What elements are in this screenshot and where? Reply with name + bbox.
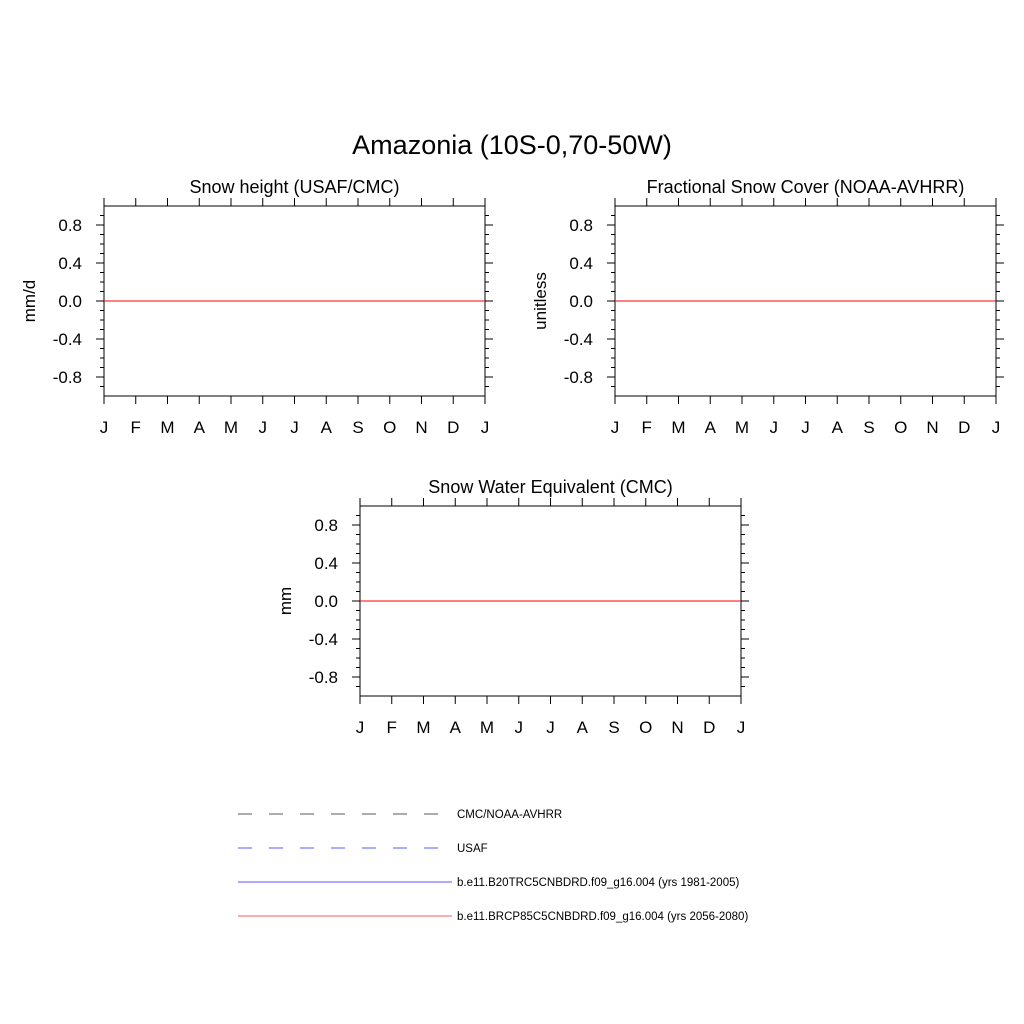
- y-tick-label: 0.0: [58, 292, 82, 311]
- y-tick-label: 0.8: [58, 216, 82, 235]
- legend-entry: [238, 911, 748, 923]
- legend-entry: [238, 843, 488, 855]
- y-tick-label: 0.4: [58, 254, 82, 273]
- x-tick-label: A: [193, 418, 205, 437]
- x-tick-label: J: [610, 418, 620, 437]
- x-tick-label: F: [130, 418, 141, 437]
- y-axis-label: mm: [276, 586, 295, 616]
- x-tick-label: D: [703, 718, 716, 737]
- y-tick-label: 0.0: [569, 292, 593, 311]
- x-tick-label: D: [447, 418, 460, 437]
- x-tick-label: J: [991, 418, 1001, 437]
- x-tick-label: M: [416, 718, 431, 737]
- x-tick-label: A: [704, 418, 716, 437]
- x-tick-label: M: [479, 718, 495, 737]
- y-tick-label: 0.8: [569, 216, 593, 235]
- x-tick-label: J: [355, 718, 365, 737]
- x-tick-label: D: [958, 418, 971, 437]
- y-tick-label: -0.8: [52, 368, 82, 387]
- x-tick-label: J: [769, 418, 778, 437]
- legend-label: USAF: [457, 843, 488, 855]
- x-tick-label: S: [863, 418, 875, 437]
- x-tick-label: N: [926, 418, 939, 437]
- x-tick-label: M: [160, 418, 175, 437]
- legend-label: b.e11.B20TRC5CNBDRD.f09_g16.004 (yrs 1981-2005): [457, 877, 740, 889]
- legend-label: b.e11.BRCP85C5CNBDRD.f09_g16.004 (yrs 2056-2080): [457, 911, 749, 923]
- chart-panel-2: [531, 177, 1004, 437]
- x-tick-label: J: [480, 418, 490, 437]
- x-tick-label: O: [383, 418, 397, 437]
- panels: [20, 177, 1004, 737]
- x-tick-label: A: [449, 718, 461, 737]
- y-tick-label: -0.8: [308, 668, 338, 687]
- y-axis-label: mm/d: [20, 279, 39, 323]
- x-tick-label: M: [671, 418, 686, 437]
- x-tick-label: A: [576, 718, 588, 737]
- chart-panel-3: [276, 477, 749, 737]
- y-tick-label: -0.4: [563, 330, 593, 349]
- x-tick-label: O: [894, 418, 908, 437]
- x-tick-label: J: [99, 418, 109, 437]
- x-tick-label: N: [671, 718, 684, 737]
- x-tick-label: J: [801, 418, 810, 437]
- panel-title: Fractional Snow Cover (NOAA-AVHRR): [646, 177, 965, 197]
- x-tick-label: N: [415, 418, 428, 437]
- x-tick-label: O: [639, 718, 653, 737]
- chart-panel-1: [20, 177, 493, 437]
- legend: [238, 809, 748, 923]
- x-tick-label: F: [641, 418, 652, 437]
- legend-label: CMC/NOAA-AVHRR: [457, 809, 563, 821]
- y-axis-label: unitless: [531, 272, 550, 330]
- y-tick-label: -0.4: [52, 330, 82, 349]
- x-tick-label: J: [514, 718, 523, 737]
- y-tick-label: 0.8: [314, 516, 338, 535]
- legend-entry: [238, 877, 739, 889]
- y-tick-label: -0.8: [563, 368, 593, 387]
- y-tick-label: 0.4: [314, 554, 338, 573]
- y-tick-label: 0.0: [314, 592, 338, 611]
- y-tick-label: -0.4: [308, 630, 338, 649]
- x-tick-label: S: [608, 718, 620, 737]
- figure-title: Amazonia (10S-0,70-50W): [352, 130, 672, 160]
- x-tick-label: M: [734, 418, 750, 437]
- panel-title: Snow height (USAF/CMC): [189, 177, 400, 197]
- x-tick-label: F: [386, 718, 397, 737]
- x-tick-label: J: [258, 418, 267, 437]
- x-tick-label: M: [223, 418, 239, 437]
- panel-title: Snow Water Equivalent (CMC): [428, 477, 673, 497]
- x-tick-label: A: [831, 418, 843, 437]
- y-tick-label: 0.4: [569, 254, 593, 273]
- x-tick-label: J: [290, 418, 299, 437]
- x-tick-label: S: [352, 418, 364, 437]
- x-tick-label: A: [320, 418, 332, 437]
- x-tick-label: J: [736, 718, 746, 737]
- x-tick-label: J: [546, 718, 555, 737]
- legend-entry: [238, 809, 562, 821]
